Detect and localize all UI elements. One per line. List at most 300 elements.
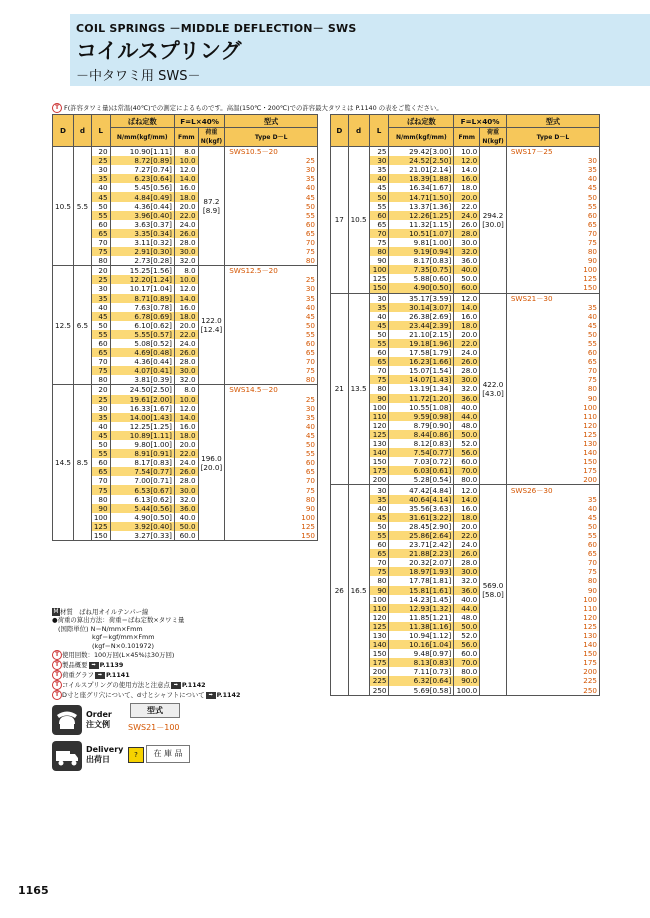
cell-deflection: 56.0 <box>454 448 480 457</box>
delivery-label <box>86 745 123 765</box>
cell-deflection: 32.0 <box>454 576 480 585</box>
table-row <box>53 174 318 183</box>
cell-load <box>198 147 225 266</box>
load-newton: 196.0 <box>201 453 222 463</box>
table-row <box>53 522 318 531</box>
cell-deflection: 60.0 <box>454 283 480 293</box>
cell-deflection: 14.0 <box>454 303 480 312</box>
cell-spring-rate: 3.81[0.39] <box>110 375 174 385</box>
cell-spring-rate: 3.35[0.34] <box>110 229 174 238</box>
cell-L: 75 <box>91 366 110 375</box>
cell-spring-rate: 13.37[1.36] <box>389 202 454 211</box>
cell-deflection: 50.0 <box>454 274 480 283</box>
cell-L: 90 <box>369 586 389 595</box>
load-kgf: [58.0] <box>482 590 504 600</box>
page-title: コイルスプリング <box>76 39 242 63</box>
table-row <box>331 238 600 247</box>
col-load-label: 荷重 <box>487 129 500 136</box>
note-shaft[interactable] <box>52 690 312 700</box>
cell-spring-rate: 8.12[0.83] <box>389 439 454 448</box>
cell-spring-rate: 8.17[0.83] <box>110 458 174 467</box>
cell-L: 150 <box>369 457 389 466</box>
cell-L: 75 <box>369 375 389 384</box>
cell-deflection: 80.0 <box>454 667 480 676</box>
delivery-label-en: Delivery <box>86 745 124 754</box>
cell-D: 14.5 <box>53 385 74 541</box>
cell-type: 30 <box>225 284 318 293</box>
table-row <box>331 366 600 375</box>
table-row <box>53 211 318 220</box>
stock-status: 在 庫 品 <box>146 745 190 763</box>
cell-spring-rate: 9.80[1.00] <box>110 440 174 449</box>
cell-L: 80 <box>91 256 110 266</box>
cell-spring-rate: 5.45[0.56] <box>110 183 174 192</box>
cell-type: 65 <box>225 467 318 476</box>
shaft-page-link[interactable]: P.1142 <box>216 691 241 700</box>
cell-L: 25 <box>91 395 110 404</box>
table-row <box>53 504 318 513</box>
cell-deflection: 60.0 <box>454 457 480 466</box>
cell-L: 60 <box>91 458 110 467</box>
cell-type: 35 <box>506 303 599 312</box>
cell-L: 65 <box>91 467 110 476</box>
cell-deflection: 20.0 <box>454 330 480 339</box>
cell-D: 12.5 <box>53 266 74 385</box>
title-banner <box>70 14 650 86</box>
table-row <box>331 394 600 403</box>
table-row <box>331 595 600 604</box>
cell-L: 25 <box>91 275 110 284</box>
cell-L: 175 <box>369 658 389 667</box>
table-row <box>331 293 600 303</box>
col-D: D <box>331 115 349 147</box>
cell-L: 150 <box>369 283 389 293</box>
cell-deflection: 28.0 <box>175 476 199 485</box>
cell-type: 100 <box>225 513 318 522</box>
cell-spring-rate: 28.45[2.90] <box>389 522 454 531</box>
cell-spring-rate: 11.85[1.21] <box>389 613 454 622</box>
cell-spring-rate: 4.90[0.50] <box>389 283 454 293</box>
cell-L: 45 <box>91 431 110 440</box>
cell-L: 20 <box>91 385 110 395</box>
cell-type: 75 <box>225 247 318 256</box>
cell-L: 65 <box>91 348 110 357</box>
cell-type: 70 <box>225 238 318 247</box>
col-load <box>480 128 507 147</box>
order-label <box>86 710 112 730</box>
cell-type: 90 <box>225 504 318 513</box>
table-row <box>331 531 600 540</box>
cell-L: 50 <box>91 321 110 330</box>
cell-deflection: 22.0 <box>454 339 480 348</box>
cell-L: 65 <box>369 357 389 366</box>
cell-type: 65 <box>225 229 318 238</box>
cell-spring-rate: 7.35[0.75] <box>389 265 454 274</box>
cell-deflection: 26.0 <box>454 357 480 366</box>
cell-spring-rate: 12.26[1.25] <box>389 211 454 220</box>
table-row <box>331 339 600 348</box>
cell-L: 60 <box>369 348 389 357</box>
cell-deflection: 32.0 <box>175 256 199 266</box>
cell-type: 40 <box>506 504 599 513</box>
table-row <box>53 303 318 312</box>
stock-icon: ? <box>128 747 144 763</box>
cell-type: 75 <box>506 238 599 247</box>
cell-type: 45 <box>506 513 599 522</box>
cell-type: 125 <box>506 430 599 439</box>
cell-type: 55 <box>506 339 599 348</box>
cell-spring-rate: 19.61[2.00] <box>110 395 174 404</box>
graph-page-link[interactable]: P.1141 <box>105 671 130 680</box>
cell-spring-rate: 11.38[1.16] <box>389 622 454 631</box>
t-icon: T <box>52 650 62 660</box>
cell-spring-rate: 10.55[1.08] <box>389 403 454 412</box>
cell-type: 125 <box>225 522 318 531</box>
note-usage[interactable] <box>52 680 312 690</box>
cell-deflection: 40.0 <box>175 513 199 522</box>
cell-L: 125 <box>91 522 110 531</box>
cell-deflection: 52.0 <box>454 439 480 448</box>
cell-spring-rate: 4.36[0.44] <box>110 357 174 366</box>
cell-type: 90 <box>506 586 599 595</box>
table-row <box>53 202 318 211</box>
cell-spring-rate: 21.88[2.23] <box>389 549 454 558</box>
col-fmm: Fmm <box>454 128 480 147</box>
cell-type: 65 <box>506 357 599 366</box>
table-row <box>331 558 600 567</box>
cell-L: 110 <box>369 412 389 421</box>
table-body <box>331 147 600 696</box>
table-row <box>331 658 600 667</box>
cell-spring-rate: 2.73[0.28] <box>110 256 174 266</box>
cell-type: 140 <box>506 448 599 457</box>
cell-type: 100 <box>506 403 599 412</box>
cell-deflection: 18.0 <box>454 513 480 522</box>
cell-spring-rate: 29.42[3.00] <box>389 147 454 157</box>
cell-deflection: 40.0 <box>454 403 480 412</box>
cell-spring-rate: 8.72[0.89] <box>110 156 174 165</box>
cell-spring-rate: 13.19[1.34] <box>389 384 454 393</box>
cell-L: 125 <box>369 430 389 439</box>
delivery-label-jp: 出荷日 <box>86 755 110 764</box>
table-row <box>331 384 600 393</box>
cell-type: 125 <box>506 622 599 631</box>
cell-L: 60 <box>369 540 389 549</box>
note-graph[interactable] <box>52 670 312 680</box>
cell-deflection: 100.0 <box>454 686 480 696</box>
col-spring-rate: ばね定数 <box>389 115 454 128</box>
cell-deflection: 32.0 <box>175 495 199 504</box>
cell-L: 20 <box>91 147 110 157</box>
cell-deflection: 30.0 <box>454 375 480 384</box>
cell-deflection: 8.0 <box>175 147 199 157</box>
cell-deflection: 12.0 <box>175 284 199 293</box>
table-row <box>53 147 318 157</box>
cell-type: SWS12.5－20 <box>225 266 318 276</box>
load-kgf: [43.0] <box>482 388 504 398</box>
cell-d: 16.5 <box>348 485 369 695</box>
cell-deflection: 10.0 <box>175 156 199 165</box>
load-kgf: [20.0] <box>200 462 223 472</box>
cell-L: 45 <box>369 321 389 330</box>
table-row <box>53 531 318 541</box>
cell-deflection: 32.0 <box>454 384 480 393</box>
table-row <box>53 375 318 385</box>
cell-type: 150 <box>225 531 318 541</box>
cell-type: 45 <box>506 321 599 330</box>
cell-deflection: 60.0 <box>175 531 199 541</box>
cell-L: 250 <box>369 686 389 696</box>
page-ref-icon: ➡ <box>95 672 105 679</box>
cell-L: 60 <box>369 211 389 220</box>
table-row <box>53 440 318 449</box>
cell-L: 200 <box>369 667 389 676</box>
table-row <box>53 321 318 330</box>
cell-deflection: 16.0 <box>175 183 199 192</box>
cell-deflection: 26.0 <box>175 229 199 238</box>
cell-L: 35 <box>91 174 110 183</box>
table-row <box>53 404 318 413</box>
table-row <box>331 412 600 421</box>
cell-type: 70 <box>225 476 318 485</box>
table-row <box>331 567 600 576</box>
cell-type: 35 <box>225 413 318 422</box>
note-units: (国際単位) N＝N/mm×Fmm <box>58 624 143 633</box>
cell-spring-rate: 12.25[1.25] <box>110 422 174 431</box>
cell-type: 100 <box>506 595 599 604</box>
note-units-2: kgf＝kgf/mm×Fmm <box>92 633 155 642</box>
table-row <box>331 613 600 622</box>
cell-deflection: 60.0 <box>454 649 480 658</box>
cell-L: 125 <box>369 274 389 283</box>
cell-deflection: 80.0 <box>454 475 480 485</box>
cell-spring-rate: 40.64[4.14] <box>389 495 454 504</box>
cell-type: 130 <box>506 631 599 640</box>
cell-L: 70 <box>369 229 389 238</box>
cell-d: 5.5 <box>74 147 92 266</box>
cell-deflection: 36.0 <box>454 394 480 403</box>
cell-spring-rate: 8.17[0.83] <box>389 256 454 265</box>
cell-L: 110 <box>369 604 389 613</box>
cell-type: 200 <box>506 475 599 485</box>
table-row <box>331 485 600 495</box>
cell-type: 60 <box>225 339 318 348</box>
col-spring-rate-unit: N/mm(kgf/mm) <box>389 128 454 147</box>
cell-type: 75 <box>506 567 599 576</box>
cell-spring-rate: 17.58[1.79] <box>389 348 454 357</box>
cell-type: 50 <box>506 192 599 201</box>
cell-L: 35 <box>369 165 389 174</box>
cell-type: 50 <box>225 202 318 211</box>
cell-L: 70 <box>369 558 389 567</box>
table-row <box>331 147 600 157</box>
cell-spring-rate: 19.18[1.96] <box>389 339 454 348</box>
note-life-text: 使用回数：100万回(L×45%は30万回) <box>62 651 175 660</box>
cell-deflection: 30.0 <box>454 567 480 576</box>
cell-spring-rate: 12.93[1.32] <box>389 604 454 613</box>
usage-page-link[interactable]: P.1142 <box>181 681 206 690</box>
cell-type: 150 <box>506 283 599 293</box>
cell-deflection: 14.0 <box>175 413 199 422</box>
cell-spring-rate: 14.00[1.43] <box>110 413 174 422</box>
cell-deflection: 8.0 <box>175 266 199 276</box>
cell-deflection: 12.0 <box>175 165 199 174</box>
table-row <box>53 192 318 201</box>
table-row <box>53 312 318 321</box>
cell-L: 40 <box>369 174 389 183</box>
table-row <box>53 449 318 458</box>
cell-deflection: 18.0 <box>175 431 199 440</box>
cell-L: 150 <box>369 649 389 658</box>
cell-deflection: 12.0 <box>454 485 480 495</box>
cell-deflection: 20.0 <box>175 321 199 330</box>
cell-deflection: 12.0 <box>175 404 199 413</box>
cell-spring-rate: 15.81[1.61] <box>389 586 454 595</box>
cell-deflection: 30.0 <box>175 247 199 256</box>
cell-type: 25 <box>225 156 318 165</box>
table-row <box>331 631 600 640</box>
cell-L: 225 <box>369 676 389 685</box>
material-icon: M <box>53 608 59 615</box>
table-row <box>331 274 600 283</box>
cell-L: 25 <box>369 147 389 157</box>
cell-L: 35 <box>91 294 110 303</box>
table-row <box>53 266 318 276</box>
cell-L: 80 <box>369 247 389 256</box>
cell-type: 110 <box>506 604 599 613</box>
cell-type: SWS14.5－20 <box>225 385 318 395</box>
cell-type: 60 <box>225 458 318 467</box>
col-type-sub: Type D－L <box>225 128 318 147</box>
cell-type: 50 <box>506 522 599 531</box>
cell-spring-rate: 11.32[1.15] <box>389 220 454 229</box>
cell-spring-rate: 4.36[0.44] <box>110 202 174 211</box>
cell-spring-rate: 4.90[0.50] <box>110 513 174 522</box>
cell-spring-rate: 30.14[3.07] <box>389 303 454 312</box>
cell-spring-rate: 7.03[0.72] <box>389 457 454 466</box>
cell-type: 35 <box>506 165 599 174</box>
cell-L: 55 <box>91 211 110 220</box>
cell-type: 25 <box>225 275 318 284</box>
cell-spring-rate: 3.11[0.32] <box>110 238 174 247</box>
order-example-value: SWS21－100 <box>128 723 180 732</box>
cell-deflection: 48.0 <box>454 613 480 622</box>
table-row <box>331 604 600 613</box>
note-life <box>52 650 312 660</box>
cell-spring-rate: 25.86[2.64] <box>389 531 454 540</box>
cell-L: 75 <box>91 247 110 256</box>
cell-L: 55 <box>369 202 389 211</box>
cell-type: 70 <box>506 558 599 567</box>
cell-L: 45 <box>369 183 389 192</box>
cell-type: 45 <box>225 431 318 440</box>
cell-spring-rate: 35.17[3.59] <box>389 293 454 303</box>
table-row <box>331 576 600 585</box>
cell-type: 55 <box>225 449 318 458</box>
cell-L: 100 <box>369 595 389 604</box>
cell-deflection: 26.0 <box>175 467 199 476</box>
cell-L: 30 <box>91 404 110 413</box>
table-row <box>53 229 318 238</box>
table-row <box>331 183 600 192</box>
cell-deflection: 40.0 <box>454 595 480 604</box>
cell-type: 225 <box>506 676 599 685</box>
cell-deflection: 20.0 <box>454 192 480 201</box>
cell-deflection: 22.0 <box>175 211 199 220</box>
cell-spring-rate: 8.71[0.89] <box>110 294 174 303</box>
cell-L: 90 <box>369 256 389 265</box>
cell-spring-rate: 8.44[0.86] <box>389 430 454 439</box>
table-row <box>331 504 600 513</box>
cell-type: 50 <box>225 440 318 449</box>
cell-deflection: 28.0 <box>454 366 480 375</box>
cell-spring-rate: 14.07[1.43] <box>389 375 454 384</box>
cell-deflection: 70.0 <box>454 466 480 475</box>
cell-deflection: 22.0 <box>175 449 199 458</box>
cell-deflection: 22.0 <box>454 531 480 540</box>
cell-spring-rate: 16.23[1.66] <box>389 357 454 366</box>
cell-L: 200 <box>369 475 389 485</box>
cell-deflection: 14.0 <box>454 165 480 174</box>
table-row <box>53 431 318 440</box>
cell-type: 30 <box>506 156 599 165</box>
cell-L: 55 <box>91 449 110 458</box>
table-row <box>331 522 600 531</box>
table-row <box>331 421 600 430</box>
note-overview[interactable] <box>52 660 312 670</box>
cell-type: 140 <box>506 640 599 649</box>
cell-d: 13.5 <box>348 293 369 485</box>
cell-deflection: 26.0 <box>454 549 480 558</box>
cell-deflection: 18.0 <box>454 321 480 330</box>
cell-deflection: 24.0 <box>175 339 199 348</box>
cell-spring-rate: 16.33[1.67] <box>110 404 174 413</box>
cell-type: 90 <box>506 256 599 265</box>
cell-spring-rate: 4.69[0.48] <box>110 348 174 357</box>
cell-L: 50 <box>369 330 389 339</box>
overview-page-link[interactable]: P.1139 <box>99 661 124 670</box>
deflection-notice <box>52 103 632 113</box>
page-subtitle: －中タワミ用 SWS－ <box>76 69 201 84</box>
col-d: d <box>348 115 369 147</box>
table-row <box>331 513 600 522</box>
table-row <box>53 165 318 174</box>
cell-type: 75 <box>506 375 599 384</box>
cell-load <box>198 266 225 385</box>
cell-deflection: 16.0 <box>454 312 480 321</box>
cell-type: 50 <box>225 321 318 330</box>
cell-deflection: 24.0 <box>175 458 199 467</box>
table-row <box>53 476 318 485</box>
cell-d: 10.5 <box>348 147 369 294</box>
cell-spring-rate: 9.19[0.94] <box>389 247 454 256</box>
table-row <box>331 256 600 265</box>
cell-deflection: 16.0 <box>175 422 199 431</box>
t-icon: T <box>52 670 62 680</box>
cell-L: 65 <box>91 229 110 238</box>
cell-type: 40 <box>506 174 599 183</box>
cell-L: 80 <box>91 375 110 385</box>
cell-L: 75 <box>91 485 110 494</box>
table-row <box>331 430 600 439</box>
cell-L: 175 <box>369 466 389 475</box>
cell-deflection: 30.0 <box>175 366 199 375</box>
cell-type: 45 <box>225 192 318 201</box>
cell-spring-rate: 6.78[0.69] <box>110 312 174 321</box>
cell-deflection: 50.0 <box>175 522 199 531</box>
cell-type: 80 <box>225 495 318 504</box>
cell-deflection: 24.0 <box>454 211 480 220</box>
